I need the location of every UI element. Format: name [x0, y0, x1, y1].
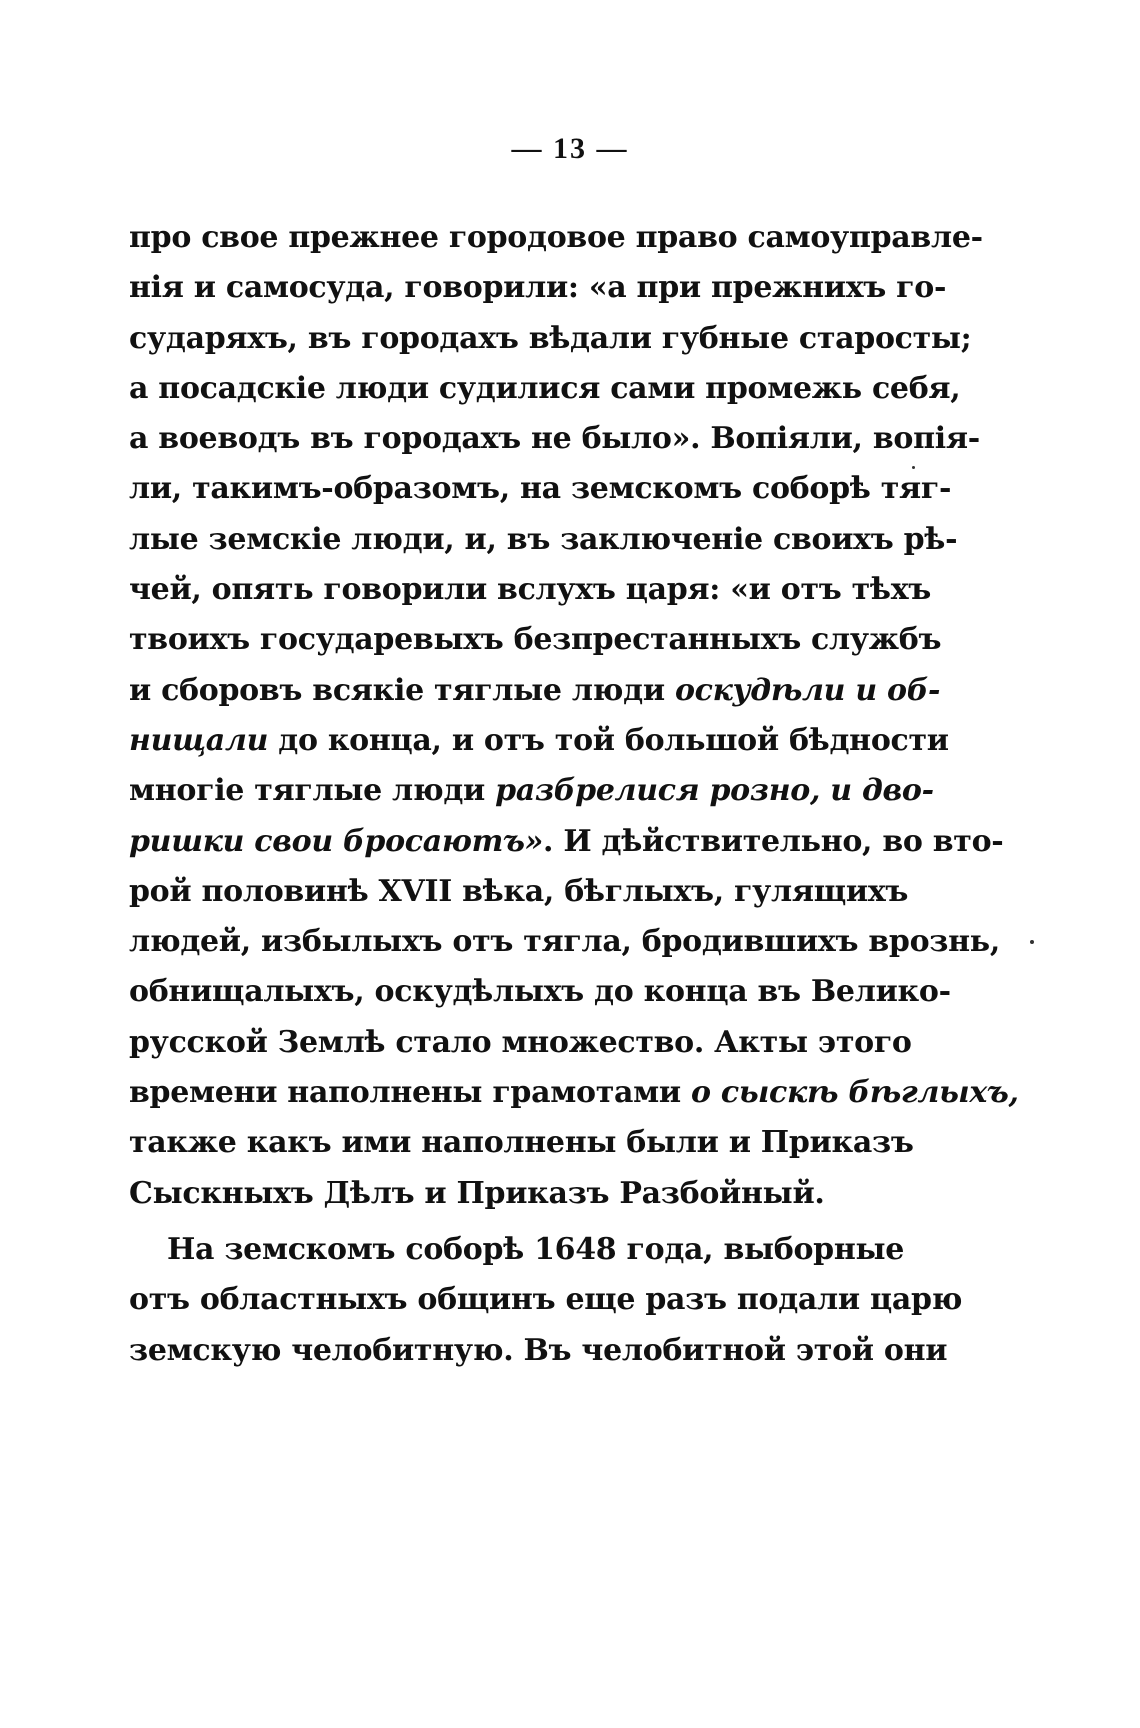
- italic-emphasis: ришки свои бросаютъ»: [129, 823, 544, 859]
- text-line: ли, такимъ-образомъ, на земскомъ соборѣ тяг-: [129, 471, 952, 507]
- text-line: На земскомъ соборѣ 1648 года, выборные: [167, 1231, 905, 1267]
- text-segment: до конца, и отъ той большой бѣдности: [268, 722, 949, 758]
- text-segment: . И дѣйствительно, во вто-: [543, 823, 1004, 859]
- text-line: сударяхъ, въ городахъ вѣдали губные старосты;: [129, 320, 972, 356]
- paragraph-2: [129, 1225, 963, 1376]
- text-line: русской Землѣ стало множество. Акты этого: [129, 1024, 912, 1060]
- text-line: обнищалыхъ, оскудѣлыхъ до конца въ Велико-: [129, 974, 951, 1010]
- text-line: отъ областныхъ общинъ еще разъ подали царю: [129, 1282, 963, 1318]
- text-line: рой половинѣ XVII вѣка, бѣглыхъ, гулящихъ: [129, 873, 909, 909]
- text-line: людей, избылыхъ отъ тягла, бродившихъ врознь,: [129, 924, 1001, 960]
- text-line: а посадскіе люди судилися сами промежь себя,: [129, 370, 961, 406]
- text-line: а воеводъ въ городахъ не было». Вопіяли, вопія-: [129, 421, 980, 457]
- text-line: нія и самосуда, говорили: «а при прежнихъ го-: [129, 270, 947, 306]
- page-number: — 13 —: [511, 132, 629, 165]
- text-line: [129, 817, 1004, 867]
- text-line: чей, опять говорили вслухъ царя: «и отъ тѣхъ: [129, 572, 931, 608]
- paragraph-1: [129, 213, 1019, 1219]
- text-line: [129, 666, 941, 716]
- text-segment: и сборовъ всякіе тяглые люди: [129, 672, 675, 708]
- text-line: также какъ ими наполнены были и Приказъ: [129, 1125, 914, 1161]
- text-segment: многіе тяглые люди: [129, 773, 496, 809]
- body-text: [129, 213, 1019, 1376]
- text-line: земскую челобитную. Въ челобитной этой они: [129, 1332, 948, 1368]
- text-line: [129, 1068, 1019, 1118]
- text-line: твоихъ государевыхъ безпрестанныхъ службъ: [129, 622, 942, 658]
- text-line: Сыскныхъ Дѣлъ и Приказъ Разбойный.: [129, 1175, 825, 1211]
- text-line: [129, 766, 934, 816]
- italic-emphasis: разбрелися розно, и дво-: [495, 773, 934, 809]
- paper-speck: [1030, 940, 1034, 944]
- text-line: лые земскіе люди, и, въ заключеніе своихъ рѣ-: [129, 521, 958, 557]
- text-line: [129, 716, 949, 766]
- italic-emphasis: о сыскѣ бѣглыхъ,: [691, 1075, 1019, 1111]
- italic-emphasis: нищали: [129, 722, 269, 758]
- paper-speck: [912, 466, 915, 469]
- text-line: про свое прежнее городовое право самоуправле-: [129, 220, 983, 255]
- text-segment: времени наполнены грамотами: [129, 1075, 691, 1111]
- italic-emphasis: оскудѣли и об-: [674, 672, 941, 708]
